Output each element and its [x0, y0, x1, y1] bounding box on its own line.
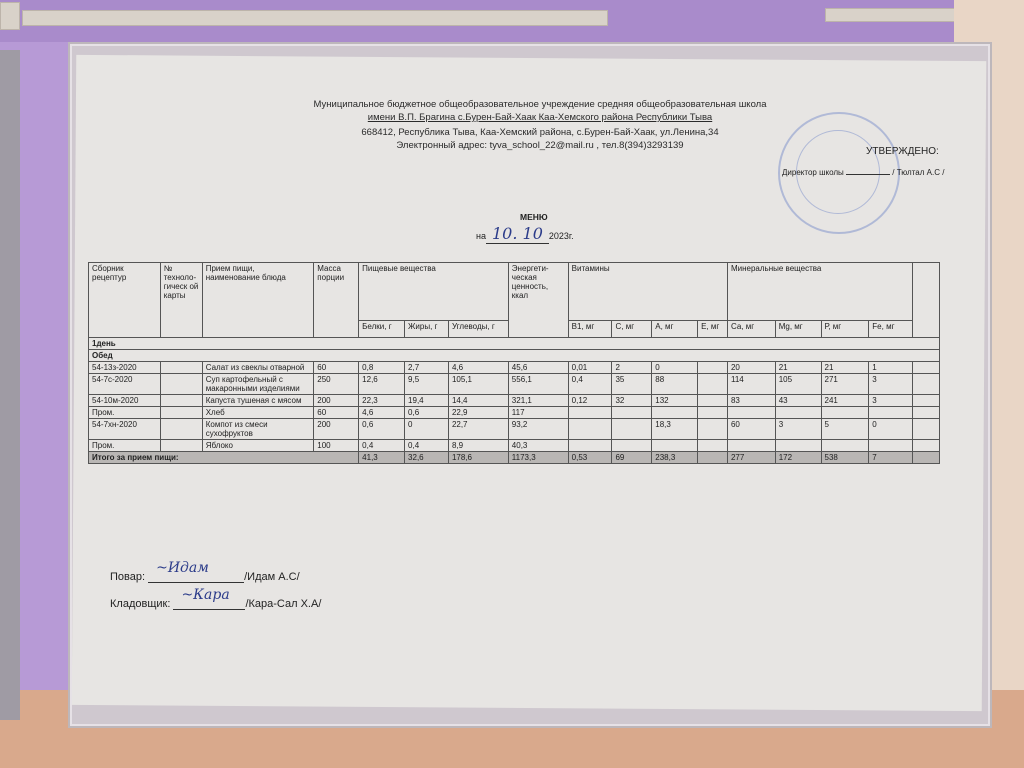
col-mass: Масса порции: [314, 263, 359, 338]
wall-frame-edge: [0, 2, 20, 30]
cell-ca: [727, 440, 775, 452]
total-a: 238,3: [652, 452, 698, 464]
table-row: [89, 440, 940, 452]
cell-carbs: 22,7: [448, 419, 508, 440]
day-label: 1день: [89, 338, 940, 350]
cell-a: 0: [652, 362, 698, 374]
total-carbs: 178,6: [448, 452, 508, 464]
director-signature: [782, 168, 944, 177]
table-row: [89, 395, 940, 407]
cell-fe: [869, 407, 913, 419]
total-c: 69: [612, 452, 652, 464]
cell-ca: 20: [727, 362, 775, 374]
total-fe: 7: [869, 452, 913, 464]
cell-protein: 0,4: [359, 440, 405, 452]
cell-p: 21: [821, 362, 869, 374]
cell-mass: 60: [314, 407, 359, 419]
total-energy: 1173,3: [508, 452, 568, 464]
cell-e: [698, 440, 728, 452]
cell-b1: [568, 440, 612, 452]
cell-energy: 45,6: [508, 362, 568, 374]
col-fat: Жиры, г: [405, 321, 449, 338]
cell-mass: 200: [314, 395, 359, 407]
cell-b1: 0,12: [568, 395, 612, 407]
cell-energy: 556,1: [508, 374, 568, 395]
col-c: С, мг: [612, 321, 652, 338]
cell-a: 88: [652, 374, 698, 395]
storekeeper-label: Кладовщик:: [110, 598, 171, 610]
handwritten-signature-icon: ~Кара: [181, 587, 230, 603]
cell-p: 271: [821, 374, 869, 395]
handwritten-signature-icon: ~Идам: [156, 560, 209, 576]
cell-mg: 105: [775, 374, 821, 395]
storekeeper-signature: [110, 587, 322, 610]
cell-collection: Пром.: [89, 407, 161, 419]
storekeeper-name: /Кара-Сал Х.А/: [245, 598, 322, 610]
cook-label: Повар:: [110, 571, 146, 583]
cell-ca: [727, 407, 775, 419]
col-vitamins: Витамины: [568, 263, 727, 321]
cook-signature: [110, 560, 300, 583]
total-mg: 172: [775, 452, 821, 464]
col-carbs: Углеводы, г: [448, 321, 508, 338]
table-row: [89, 374, 940, 395]
cell-a: 18,3: [652, 419, 698, 440]
cell-e: [698, 395, 728, 407]
cell-carbs: 8,9: [448, 440, 508, 452]
menu-table: [88, 262, 940, 464]
school-name-line1: Муниципальное бюджетное общеобразовательное учреждение средняя общеобразовательная школа: [313, 99, 767, 110]
table-row: [89, 362, 940, 374]
cell-energy: 93,2: [508, 419, 568, 440]
cell-fat: 9,5: [405, 374, 449, 395]
cook-name: /Идам А.С/: [244, 571, 300, 583]
menu-title: МЕНЮ: [520, 212, 548, 222]
cell-dish: Хлеб: [202, 407, 314, 419]
cell-dish: Яблоко: [202, 440, 314, 452]
cell-c: [612, 419, 652, 440]
cell-a: [652, 407, 698, 419]
wall-frame-edge: [825, 8, 973, 22]
cell-mass: 200: [314, 419, 359, 440]
school-name-line2-text: имени В.П. Брагина с.Бурен-Бай-Хаак Каа-Хемского района Республики Тыва: [367, 112, 713, 123]
table-row: [89, 407, 940, 419]
cell-c: 2: [612, 362, 652, 374]
col-minerals: Минеральные вещества: [727, 263, 912, 321]
menu-date-prefix: на: [476, 231, 486, 241]
storekeeper-signature-line: [173, 587, 245, 610]
cell-mass: 60: [314, 362, 359, 374]
cell-energy: 40,3: [508, 440, 568, 452]
cell-mg: 43: [775, 395, 821, 407]
col-p: Р, мг: [821, 321, 869, 338]
cell-c: [612, 407, 652, 419]
cell-mg: [775, 440, 821, 452]
cell-b1: 0,01: [568, 362, 612, 374]
cell-protein: 4,6: [359, 407, 405, 419]
cell-fe: 0: [869, 419, 913, 440]
cell-protein: 22,3: [359, 395, 405, 407]
cell-mg: [775, 407, 821, 419]
col-ca: Са, мг: [727, 321, 775, 338]
menu-date-suffix: 2023г.: [548, 231, 574, 241]
section-label: Обед: [89, 350, 940, 362]
cell-carbs: 14,4: [448, 395, 508, 407]
section-row: [89, 350, 940, 362]
cell-a: 132: [652, 395, 698, 407]
total-protein: 41,3: [359, 452, 405, 464]
table-header-row: [89, 263, 940, 321]
col-energy: Энергети-ческая ценность, ккал: [508, 263, 568, 338]
wall-frame-edge: [22, 10, 608, 26]
cell-mass: 100: [314, 440, 359, 452]
col-e: Е, мг: [698, 321, 728, 338]
cell-c: 32: [612, 395, 652, 407]
cell-fat: 0,6: [405, 407, 449, 419]
day-row: [89, 338, 940, 350]
cell-protein: 0,6: [359, 419, 405, 440]
cell-e: [698, 407, 728, 419]
col-meal: Прием пищи, наименование блюда: [202, 263, 314, 338]
cell-fat: 2,7: [405, 362, 449, 374]
cell-p: [821, 440, 869, 452]
table-row: [89, 419, 940, 440]
total-b1: 0,53: [568, 452, 612, 464]
cell-mass: 250: [314, 374, 359, 395]
cell-ca: 60: [727, 419, 775, 440]
cell-collection: 54-7хн-2020: [89, 419, 161, 440]
cell-ca: 114: [727, 374, 775, 395]
menu-date: [476, 224, 574, 243]
cell-energy: 117: [508, 407, 568, 419]
cell-p: 241: [821, 395, 869, 407]
cell-e: [698, 419, 728, 440]
cell-fat: 0,4: [405, 440, 449, 452]
school-contacts: Электронный адрес: tyva_school_22@mail.ru , тел.8(394)3293139: [396, 140, 684, 151]
cell-fat: 0: [405, 419, 449, 440]
cell-e: [698, 374, 728, 395]
col-nutrients: Пищевые вещества: [359, 263, 509, 321]
cell-fe: 3: [869, 374, 913, 395]
cell-carbs: 105,1: [448, 374, 508, 395]
col-tech-card: № техноло-гическ ой карты: [160, 263, 202, 338]
cell-carbs: 4,6: [448, 362, 508, 374]
col-mg: Mg, мг: [775, 321, 821, 338]
cell-c: 35: [612, 374, 652, 395]
cell-dish: Капуста тушеная с мясом: [202, 395, 314, 407]
menu-date-value: 10. 10: [486, 224, 549, 244]
col-a: А, мг: [652, 321, 698, 338]
col-b1: В1, мг: [568, 321, 612, 338]
cell-fe: 3: [869, 395, 913, 407]
cell-protein: 0,8: [359, 362, 405, 374]
cell-protein: 12,6: [359, 374, 405, 395]
cell-p: [821, 407, 869, 419]
cell-mg: 21: [775, 362, 821, 374]
director-label: Директор школы: [782, 168, 844, 177]
cook-signature-line: [148, 560, 244, 583]
cell-energy: 321,1: [508, 395, 568, 407]
cell-dish: Компот из смеси сухофруктов: [202, 419, 314, 440]
cell-ca: 83: [727, 395, 775, 407]
cell-b1: 0,4: [568, 374, 612, 395]
total-ca: 277: [727, 452, 775, 464]
cell-dish: Салат из свеклы отварной: [202, 362, 314, 374]
cell-mg: 3: [775, 419, 821, 440]
col-collection: Сборник рецептур: [89, 263, 161, 338]
total-fat: 32,6: [405, 452, 449, 464]
total-label: Итого за прием пищи:: [89, 452, 359, 464]
cell-fe: [869, 440, 913, 452]
cell-b1: [568, 419, 612, 440]
col-protein: Белки, г: [359, 321, 405, 338]
col-fe: Fe, мг: [869, 321, 913, 338]
cell-fat: 19,4: [405, 395, 449, 407]
cell-collection: 54-10м-2020: [89, 395, 161, 407]
total-row: [89, 452, 940, 464]
cell-e: [698, 362, 728, 374]
cell-a: [652, 440, 698, 452]
cell-p: 5: [821, 419, 869, 440]
total-e: [698, 452, 728, 464]
left-frame-edge: [0, 50, 20, 720]
approved-label: УТВЕРЖДЕНО:: [866, 146, 939, 157]
school-address: 668412, Республика Тыва, Каа-Хемский района, с.Бурен-Бай-Хаак, ул.Ленина,34: [361, 127, 719, 138]
cell-b1: [568, 407, 612, 419]
cell-collection: Пром.: [89, 440, 161, 452]
cell-collection: 54-13з-2020: [89, 362, 161, 374]
cell-fe: 1: [869, 362, 913, 374]
cell-c: [612, 440, 652, 452]
total-p: 538: [821, 452, 869, 464]
cell-dish: Суп картофельный с макаронными изделиями: [202, 374, 314, 395]
director-name: / Тюлтал А.С /: [892, 168, 945, 177]
cell-collection: 54-7с-2020: [89, 374, 161, 395]
cell-carbs: 22,9: [448, 407, 508, 419]
col-empty: [913, 263, 940, 338]
